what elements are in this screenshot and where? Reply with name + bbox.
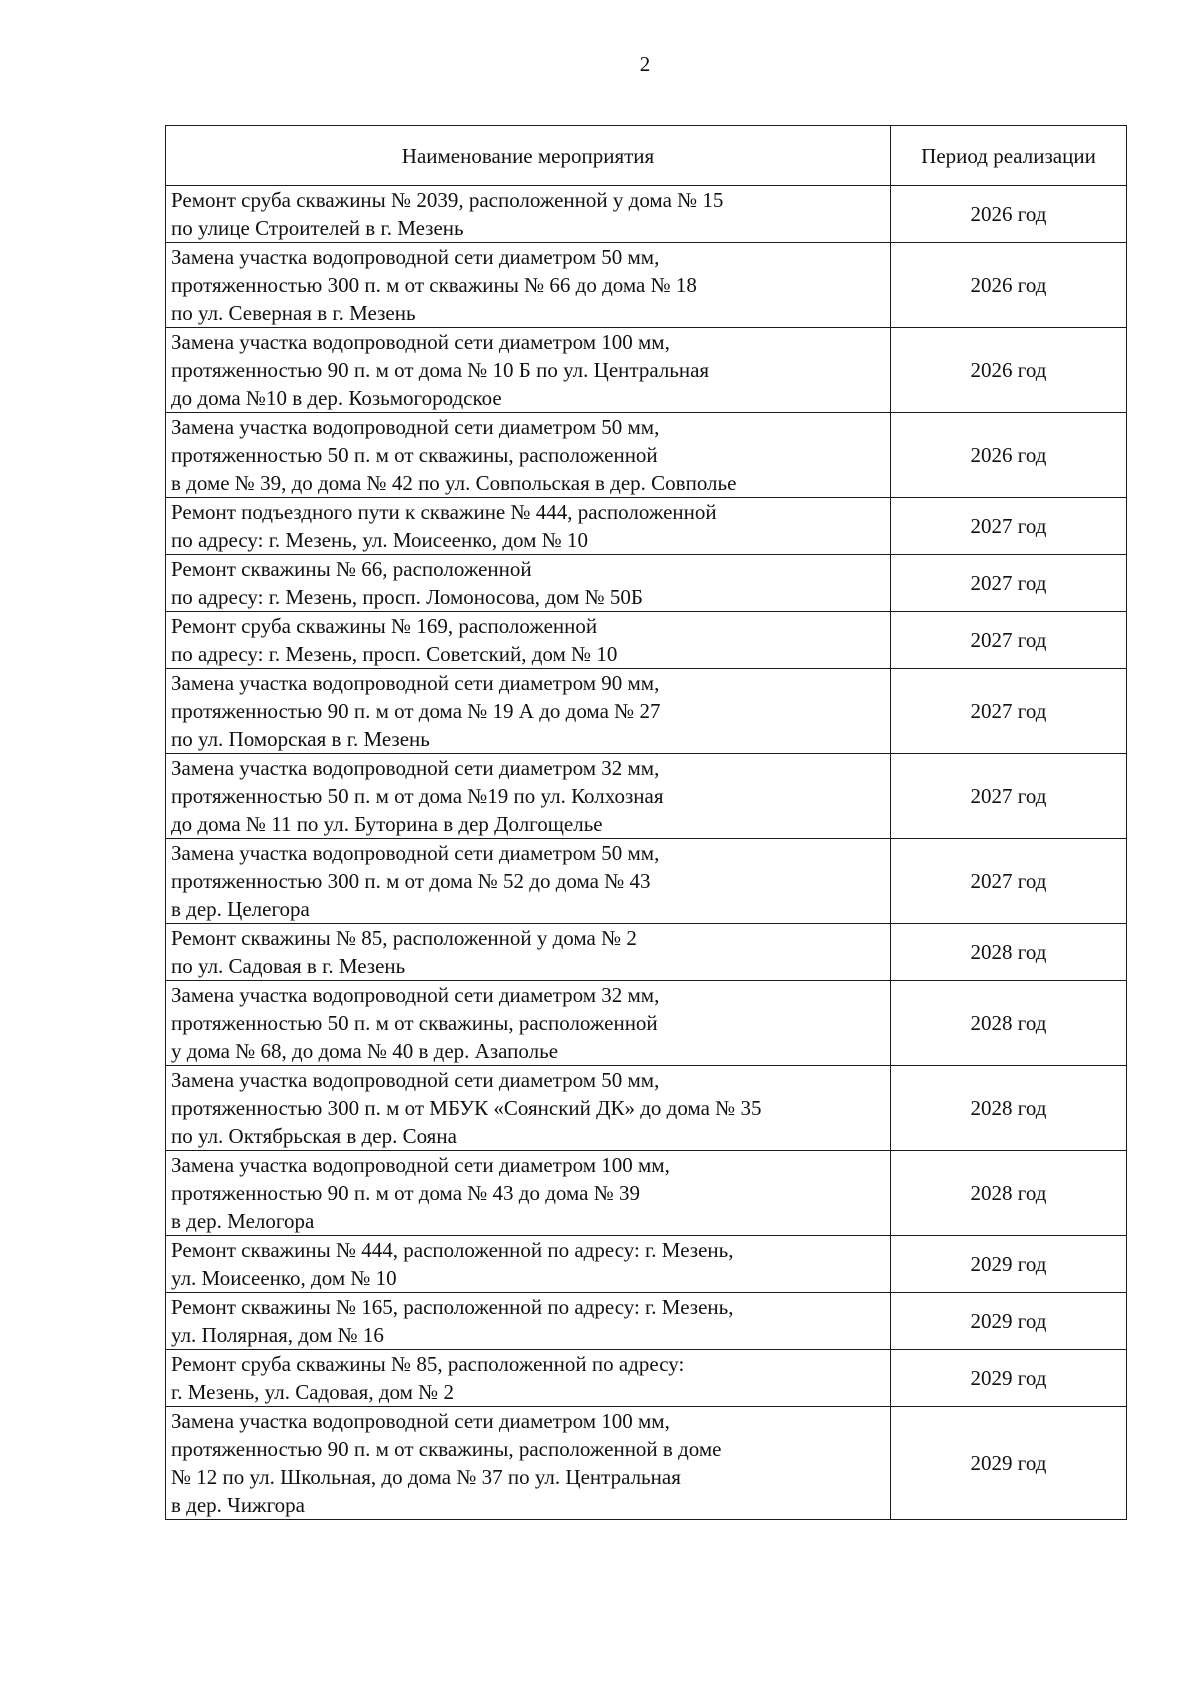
table-row — [166, 555, 1127, 612]
implementation-period-cell: 2028 год — [891, 981, 1127, 1066]
table-row — [166, 328, 1127, 413]
table-row — [166, 1236, 1127, 1293]
implementation-period-cell: 2028 год — [891, 1151, 1127, 1236]
implementation-period-cell: 2026 год — [891, 243, 1127, 328]
table-row — [166, 754, 1127, 839]
activity-name-cell: Замена участка водопроводной сети диаметром 100 мм, протяженностью 90 п. м от дома № 10 Б по ул. Центральная до дома №10 в дер. Козьмогородское — [166, 328, 891, 413]
table-row — [166, 669, 1127, 754]
implementation-period-cell: 2026 год — [891, 186, 1127, 243]
activity-name-cell: Замена участка водопроводной сети диаметром 50 мм, протяженностью 300 п. м от дома № 52 до дома № 43 в дер. Целегора — [166, 839, 891, 924]
implementation-period-cell: 2026 год — [891, 328, 1127, 413]
implementation-period-cell: 2026 год — [891, 413, 1127, 498]
implementation-period-cell: 2029 год — [891, 1407, 1127, 1520]
implementation-period-cell: 2027 год — [891, 612, 1127, 669]
header-implementation-period: Период реализации — [891, 126, 1127, 186]
table-row — [166, 1151, 1127, 1236]
activity-name-cell: Замена участка водопроводной сети диаметром 50 мм, протяженностью 50 п. м от скважины, расположенной в доме № 39, до дома № 42 по ул. Совпольская в дер. Совполье — [166, 413, 891, 498]
activity-name-cell: Замена участка водопроводной сети диаметром 32 мм, протяженностью 50 п. м от скважины, расположенной у дома № 68, до дома № 40 в дер. Азаполье — [166, 981, 891, 1066]
table-row — [166, 924, 1127, 981]
activity-name-cell: Замена участка водопроводной сети диаметром 32 мм, протяженностью 50 п. м от дома №19 по ул. Колхозная до дома № 11 по ул. Буторина в дер Долгощелье — [166, 754, 891, 839]
implementation-period-cell: 2027 год — [891, 498, 1127, 555]
implementation-period-cell: 2029 год — [891, 1236, 1127, 1293]
implementation-period-cell: 2029 год — [891, 1350, 1127, 1407]
activity-name-cell: Ремонт скважины № 444, расположенной по адресу: г. Мезень, ул. Моисеенко, дом № 10 — [166, 1236, 891, 1293]
implementation-period-cell: 2027 год — [891, 754, 1127, 839]
table-row — [166, 839, 1127, 924]
implementation-period-cell: 2029 год — [891, 1293, 1127, 1350]
table-row — [166, 612, 1127, 669]
implementation-period-cell: 2027 год — [891, 555, 1127, 612]
activity-name-cell: Замена участка водопроводной сети диаметром 50 мм, протяженностью 300 п. м от скважины № 66 до дома № 18 по ул. Северная в г. Мезень — [166, 243, 891, 328]
implementation-period-cell: 2028 год — [891, 1066, 1127, 1151]
activity-name-cell: Ремонт скважины № 66, расположенной по адресу: г. Мезень, просп. Ломоносова, дом № 50Б — [166, 555, 891, 612]
header-activity-name: Наименование мероприятия — [166, 126, 891, 186]
activities-table — [165, 125, 1127, 1520]
table-row — [166, 981, 1127, 1066]
table-row — [166, 413, 1127, 498]
activity-name-cell: Ремонт сруба скважины № 2039, расположенной у дома № 15 по улице Строителей в г. Мезень — [166, 186, 891, 243]
table-row — [166, 186, 1127, 243]
activity-name-cell: Замена участка водопроводной сети диаметром 50 мм, протяженностью 300 п. м от МБУК «Соянский ДК» до дома № 35 по ул. Октябрьская в дер. Сояна — [166, 1066, 891, 1151]
implementation-period-cell: 2027 год — [891, 669, 1127, 754]
activity-name-cell: Ремонт сруба скважины № 85, расположенной по адресу: г. Мезень, ул. Садовая, дом № 2 — [166, 1350, 891, 1407]
implementation-period-cell: 2028 год — [891, 924, 1127, 981]
page-number: 2 — [639, 52, 651, 76]
implementation-period-cell: 2027 год — [891, 839, 1127, 924]
table-row — [166, 498, 1127, 555]
activity-name-cell: Ремонт сруба скважины № 169, расположенной по адресу: г. Мезень, просп. Советский, дом № 10 — [166, 612, 891, 669]
table-row — [166, 1350, 1127, 1407]
activity-name-cell: Ремонт подъездного пути к скважине № 444, расположенной по адресу: г. Мезень, ул. Моисеенко, дом № 10 — [166, 498, 891, 555]
table-row — [166, 1407, 1127, 1520]
table-header-row — [166, 126, 1127, 186]
activity-name-cell: Замена участка водопроводной сети диаметром 100 мм, протяженностью 90 п. м от скважины, расположенной в доме № 12 по ул. Школьная, до дома № 37 по ул. Центральная в дер. Чижгора — [166, 1407, 891, 1520]
activity-name-cell: Замена участка водопроводной сети диаметром 90 мм, протяженностью 90 п. м от дома № 19 А до дома № 27 по ул. Поморская в г. Мезень — [166, 669, 891, 754]
table-row — [166, 1293, 1127, 1350]
activity-name-cell: Замена участка водопроводной сети диаметром 100 мм, протяженностью 90 п. м от дома № 43 до дома № 39 в дер. Мелогора — [166, 1151, 891, 1236]
activity-name-cell: Ремонт скважины № 85, расположенной у дома № 2 по ул. Садовая в г. Мезень — [166, 924, 891, 981]
table-row — [166, 1066, 1127, 1151]
table-row — [166, 243, 1127, 328]
activity-name-cell: Ремонт скважины № 165, расположенной по адресу: г. Мезень, ул. Полярная, дом № 16 — [166, 1293, 891, 1350]
table-body — [166, 186, 1127, 1520]
